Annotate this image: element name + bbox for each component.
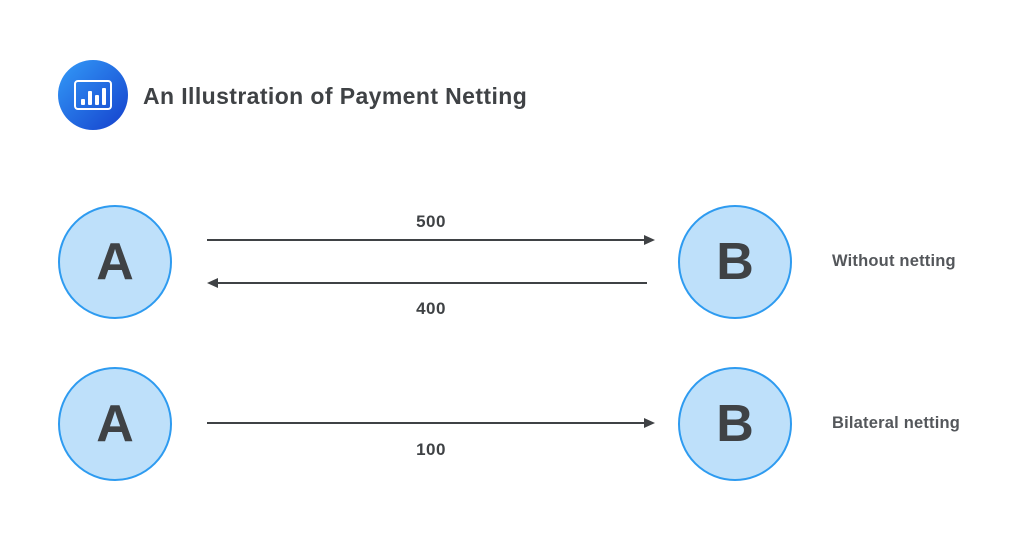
node-a-row2: A [58, 367, 172, 481]
row-label-without-netting: Without netting [832, 252, 956, 270]
bar-chart-icon-bar [81, 99, 85, 105]
arrow-head-left-icon [207, 278, 218, 288]
row-label-bilateral-netting: Bilateral netting [832, 414, 961, 432]
bar-chart-icon [58, 60, 128, 130]
node-a-row1: A [58, 205, 172, 319]
arrow-b-to-a-row1 [207, 277, 655, 289]
page-title: An Illustration of Payment Netting [143, 83, 528, 109]
bar-chart-icon-bar [88, 91, 92, 105]
arrow-head-right-icon [644, 235, 655, 245]
flow-amount-400: 400 [416, 299, 446, 318]
arrow-head-right-icon [644, 418, 655, 428]
arrow-a-to-b-row1 [207, 234, 655, 246]
flow-amount-500: 500 [416, 212, 446, 231]
arrow-a-to-b-row2 [207, 417, 655, 429]
flow-amount-100: 100 [416, 440, 446, 459]
node-b-row2: B [678, 367, 792, 481]
bar-chart-icon-bar [95, 95, 99, 105]
arrow-line [216, 282, 647, 284]
node-b-row1: B [678, 205, 792, 319]
arrow-line [207, 422, 646, 424]
bar-chart-icon-frame [74, 80, 112, 110]
bar-chart-icon-bar [102, 88, 106, 105]
arrow-line [207, 239, 646, 241]
